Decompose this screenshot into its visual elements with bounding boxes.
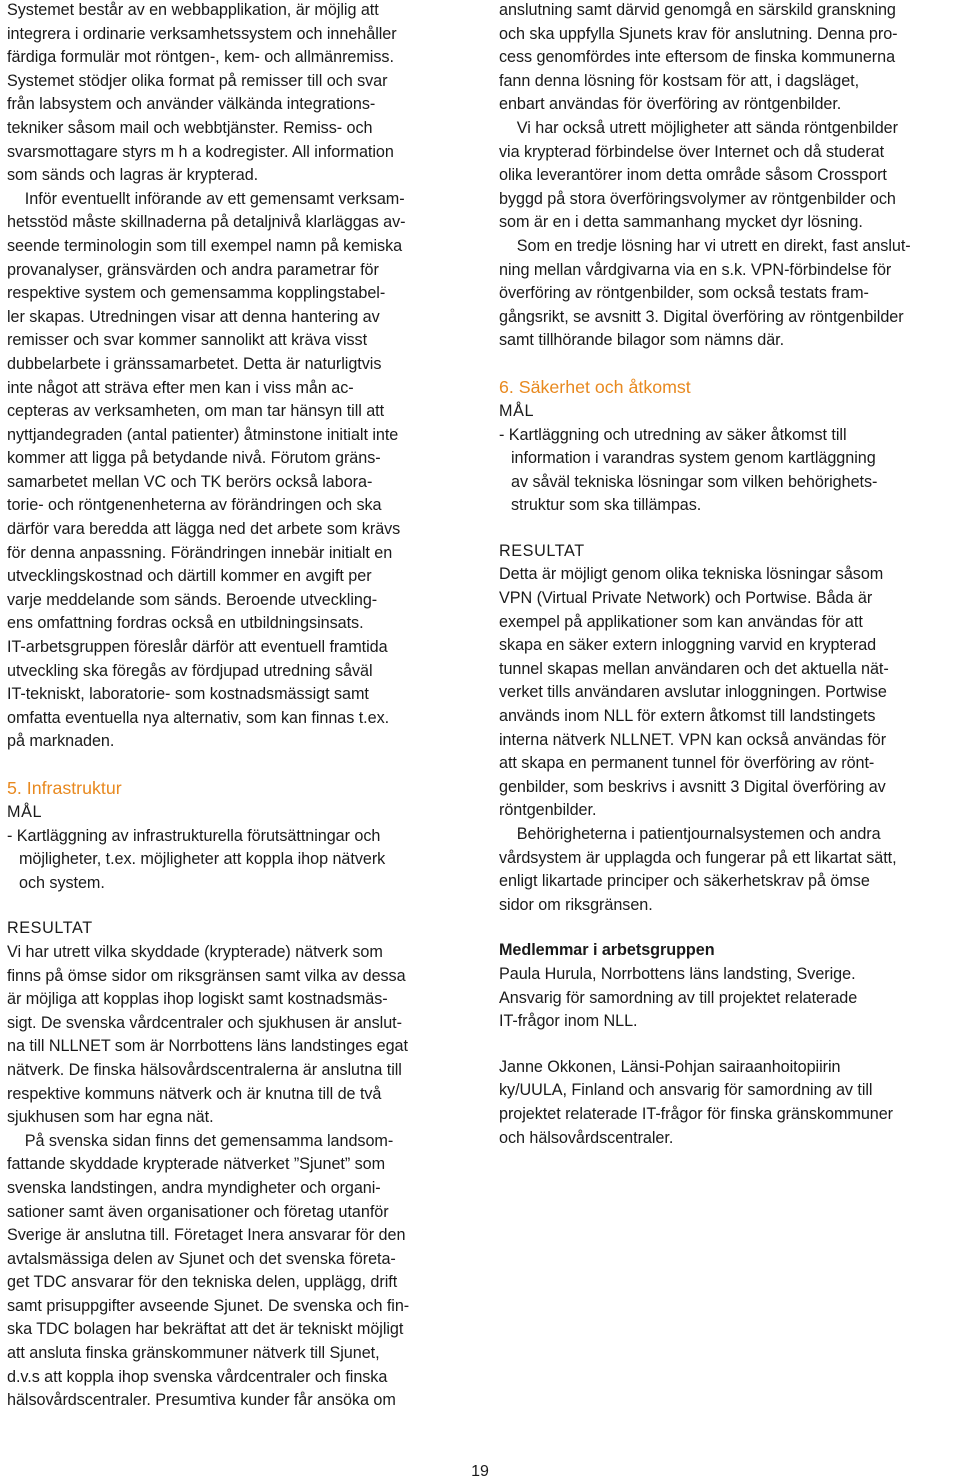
text-line: utvecklingskostnad och därtill kommer en avgift per	[7, 567, 372, 586]
text-line: cepteras av verksamheten, om man tar hänsyn till att	[7, 402, 385, 421]
text-line: fann denna lösning för kostsam för att, i dagsläget,	[499, 71, 860, 90]
text-line: som är en i detta sammanhang mycket dyr lösning.	[499, 213, 863, 232]
text-line: ler skapas. Utredningen visar att denna hantering av	[7, 307, 380, 326]
goal-label: MÅL	[499, 401, 535, 420]
text-line: interna nätverk NLLNET. VPN kan också användas för	[499, 730, 887, 749]
goal-label: MÅL	[7, 803, 43, 821]
text-line: IT-tekniskt, laboratorie- som kostnadsmässigt samt	[7, 685, 369, 704]
text-line: sigt. De svenska vårdcentraler och sjukhusen är anslut-	[7, 1013, 402, 1032]
text-line: remisser och svar kommer sannolikt att kräva visst	[7, 331, 368, 350]
members-heading: Medlemmar i arbetsgruppen	[499, 941, 715, 960]
text-line: exempel på applikationer som kan användas för att	[499, 612, 863, 631]
text-line: ens omfattning fordras också en utbildningsinsats.	[7, 614, 364, 633]
text-line: get TDC ansvarar för den tekniska delen, upplägg, drift	[7, 1273, 398, 1292]
text-line: finns på ömse sidor om riksgränsen samt vilka av dessa	[7, 966, 406, 985]
left-column	[7, 0, 465, 1413]
text-line: respektive system och gemensamma kopplingstabel-	[7, 284, 386, 303]
section-heading: 6. Säkerhet och åtkomst	[499, 376, 691, 397]
right-column	[499, 0, 959, 1150]
text-line: På svenska sidan finns det gemensamma landsom-	[7, 1131, 394, 1150]
text-line: Inför eventuellt införande av ett gemensamt verksam-	[7, 189, 405, 208]
text-line: Vi har också utrett möjligheter att sända röntgenbilder	[499, 118, 898, 137]
text-line: samarbetet mellan VC och TK berörs också labora-	[7, 472, 373, 491]
text-line: enligt likartade principer och säkerhetskrav på ömse	[499, 872, 870, 891]
text-line: seende terminologin som till exempel namn på kemiska	[7, 236, 403, 255]
text-line: gångsrikt, se avsnitt 3. Digital överföring av röntgenbilder	[499, 307, 904, 326]
paragraph	[499, 563, 959, 823]
text-line: struktur som ska tillämpas.	[511, 496, 702, 515]
text-line: varje meddelande som sänds. Beroende utveckling-	[7, 590, 378, 609]
text-line: och ska uppfylla Sjunets krav för anslutning. Denna pro-	[499, 24, 898, 43]
text-line: för denna anpassning. Förändringen innebär initialt en	[7, 543, 393, 562]
paragraph	[7, 0, 465, 188]
text-line: svarsmottagare styrs m h a kodregister. All information	[7, 142, 394, 161]
paragraph	[499, 823, 959, 917]
text-line: Janne Okkonen, Länsi-Pohjan sairaanhoitopiirin	[499, 1057, 841, 1076]
text-line: VPN (Virtual Private Network) och Portwise. Båda är	[499, 589, 873, 608]
page-number: 19	[471, 1463, 489, 1480]
text-line: torie- och röntgenenheterna av förändringen och ska	[7, 496, 382, 515]
text-line: nätverk. De finska hälsovårdscentralerna är anslutna till	[7, 1060, 402, 1079]
text-line: projektet relaterade IT-frågor för finska gränskommuner	[499, 1104, 894, 1123]
paragraph	[7, 941, 465, 1130]
text-line: IT-arbetsgruppen föreslår därför att eventuell framtida	[7, 638, 388, 657]
text-line: integrera i ordinarie verksamhetssystem och innehåller	[7, 24, 397, 43]
text-line: byggd på stora överföringsvolymer av röntgenbilder och	[499, 189, 896, 208]
paragraph	[499, 235, 959, 353]
text-line: att ansluta finska gränskommuner nätverk till Sjunet,	[7, 1344, 380, 1363]
text-line: - Kartläggning av infrastrukturella förutsättningar och	[7, 826, 381, 845]
paragraph	[7, 188, 465, 754]
text-line: sidor om riksgränsen.	[499, 895, 653, 914]
text-line: vårdsystem är upplagda och fungerar på ett likartat sätt,	[499, 848, 897, 867]
text-line: genbilder, som beskrivs i avsnitt 3 Digital överföring av	[499, 777, 886, 796]
text-line: enbart användas för överföring av röntgenbilder.	[499, 95, 842, 114]
text-line: olika leverantörer inom detta område såsom Crossport	[499, 166, 887, 185]
text-line: svenska landstingen, andra myndigheter och organi-	[7, 1178, 381, 1197]
text-line: är möjliga att kopplas ihop logiskt samt kostnadsmäs-	[7, 990, 388, 1009]
text-line: sationer samt även organisationer och företag utanför	[7, 1202, 389, 1221]
text-line: av såväl tekniska lösningar som vilken behörighets-	[511, 472, 878, 491]
text-line: utveckling ska föregås av fördjupad utredning såväl	[7, 661, 373, 680]
paragraph	[499, 117, 959, 235]
result-label: RESULTAT	[7, 919, 93, 938]
text-line: från labsystem och använder välkända integrations-	[7, 95, 376, 114]
text-line: Som en tredje lösning har vi utrett en direkt, fast anslut-	[499, 236, 911, 255]
text-line: Ansvarig för samordning av till projektet relaterade	[499, 988, 858, 1007]
text-line: Paula Hurula, Norrbottens läns landsting, Sverige.	[499, 964, 856, 983]
text-line: hetsstöd måste skillnaderna på detaljnivå klarläggas av-	[7, 213, 406, 232]
text-line: som sänds och lagras är krypterad.	[7, 166, 259, 185]
text-line: - Kartläggning och utredning av säker åtkomst till	[499, 425, 847, 444]
text-line: samt prisuppgifter avseende Sjunet. De svenska och fin-	[7, 1296, 410, 1315]
paragraph	[499, 0, 959, 117]
member-entry	[499, 1056, 959, 1150]
goal-list	[499, 424, 959, 518]
text-line: samt tillhörande bilagor som nämns där.	[499, 331, 785, 350]
text-line: IT-frågor inom NLL.	[499, 1012, 638, 1031]
text-line: möjligheter, t.ex. möjligheter att koppla ihop nätverk	[19, 850, 386, 869]
text-line: cess genomfördes inte eftersom de finska kommunerna	[499, 48, 896, 67]
text-line: ky/UULA, Finland och ansvarig för samordning av till	[499, 1081, 873, 1100]
text-line: na till NLLNET som är Norrbottens läns landstinges egat	[7, 1037, 408, 1056]
text-line: Sverige är anslutna till. Företaget Inera ansvarar för den	[7, 1226, 406, 1245]
text-line: på marknaden.	[7, 732, 115, 751]
text-line: överföring av röntgenbilder, som också testats fram-	[499, 284, 869, 303]
text-line: anslutning samt därvid genomgå en särskild granskning	[499, 1, 896, 19]
text-line: avtalsmässiga delen av Sjunet och det svenska företa-	[7, 1249, 396, 1268]
text-line: provanalyser, gränsvärden och andra parametrar för	[7, 260, 379, 279]
text-line: information i varandras system genom kartläggning	[511, 449, 876, 468]
result-label: RESULTAT	[499, 541, 585, 560]
goal-list	[7, 825, 465, 896]
text-line: används inom NLL för extern åtkomst till landstingets	[499, 707, 876, 726]
text-line: Vi har utrett vilka skyddade (krypterade) nätverk som	[7, 942, 383, 961]
text-line: respektive kommuns nätverk och är knutna till de två	[7, 1084, 382, 1103]
text-line: skapa en säker extern inloggning varvid en krypterad	[499, 636, 877, 655]
text-line: sjukhusen som har egna nät.	[7, 1108, 214, 1127]
text-line: inte något att sträva efter men kan i viss mån ac-	[7, 378, 354, 397]
paragraph	[7, 1130, 465, 1413]
text-line: tekniker såsom mail och webbtjänster. Remiss- och	[7, 118, 373, 137]
text-line: d.v.s att koppla ihop svenska vårdcentraler och finska	[7, 1367, 388, 1386]
member-entry	[499, 963, 959, 1034]
text-line: Behörigheterna i patientjournalsystemen och andra	[499, 825, 881, 843]
text-line: att skapa en permanent tunnel för överföring av rönt-	[499, 754, 875, 773]
text-line: via krypterad förbindelse över Internet och då studerat	[499, 142, 885, 161]
text-line: Systemet stödjer olika format på remisser till och svar	[7, 71, 388, 90]
text-line: ska TDC bolagen har bekräftat att det är tekniskt möjligt	[7, 1320, 404, 1339]
text-line: kommer att ligga på betydande nivå. Förutom gräns-	[7, 449, 381, 468]
section-heading: 5. Infrastruktur	[7, 778, 122, 798]
text-line: färdiga formulär mot röntgen-, kem- och allmänremiss.	[7, 48, 394, 67]
text-line: Detta är möjligt genom olika tekniska lösningar såsom	[499, 565, 884, 584]
text-line: och system.	[19, 873, 105, 892]
text-line: hälsovårdscentraler. Presumtiva kunder får ansöka om	[7, 1391, 396, 1410]
text-line: röntgenbilder.	[499, 801, 597, 820]
text-line: och hälsovårdscentraler.	[499, 1128, 674, 1147]
text-line: omfatta eventuella nya alternativ, som kan finnas t.ex.	[7, 708, 390, 727]
text-line: därför vara beredda att lägga ned det arbete som krävs	[7, 520, 401, 539]
text-line: Systemet består av en webbapplikation, är möjlig att	[7, 1, 379, 19]
text-line: fattande skyddade krypterade nätverket ”Sjunet” som	[7, 1155, 386, 1174]
text-line: dubbelarbete i gränssamarbetet. Detta är naturligtvis	[7, 354, 382, 373]
text-line: verket tills användaren avslutar inloggningen. Portwise	[499, 683, 887, 702]
text-line: tunnel skapas mellan användaren och det aktuella nät-	[499, 659, 889, 678]
text-line: nyttjandegraden (antal patienter) åtminstone initialt inte	[7, 425, 399, 444]
text-line: ning mellan vårdgivarna via en s.k. VPN-förbindelse för	[499, 260, 892, 279]
